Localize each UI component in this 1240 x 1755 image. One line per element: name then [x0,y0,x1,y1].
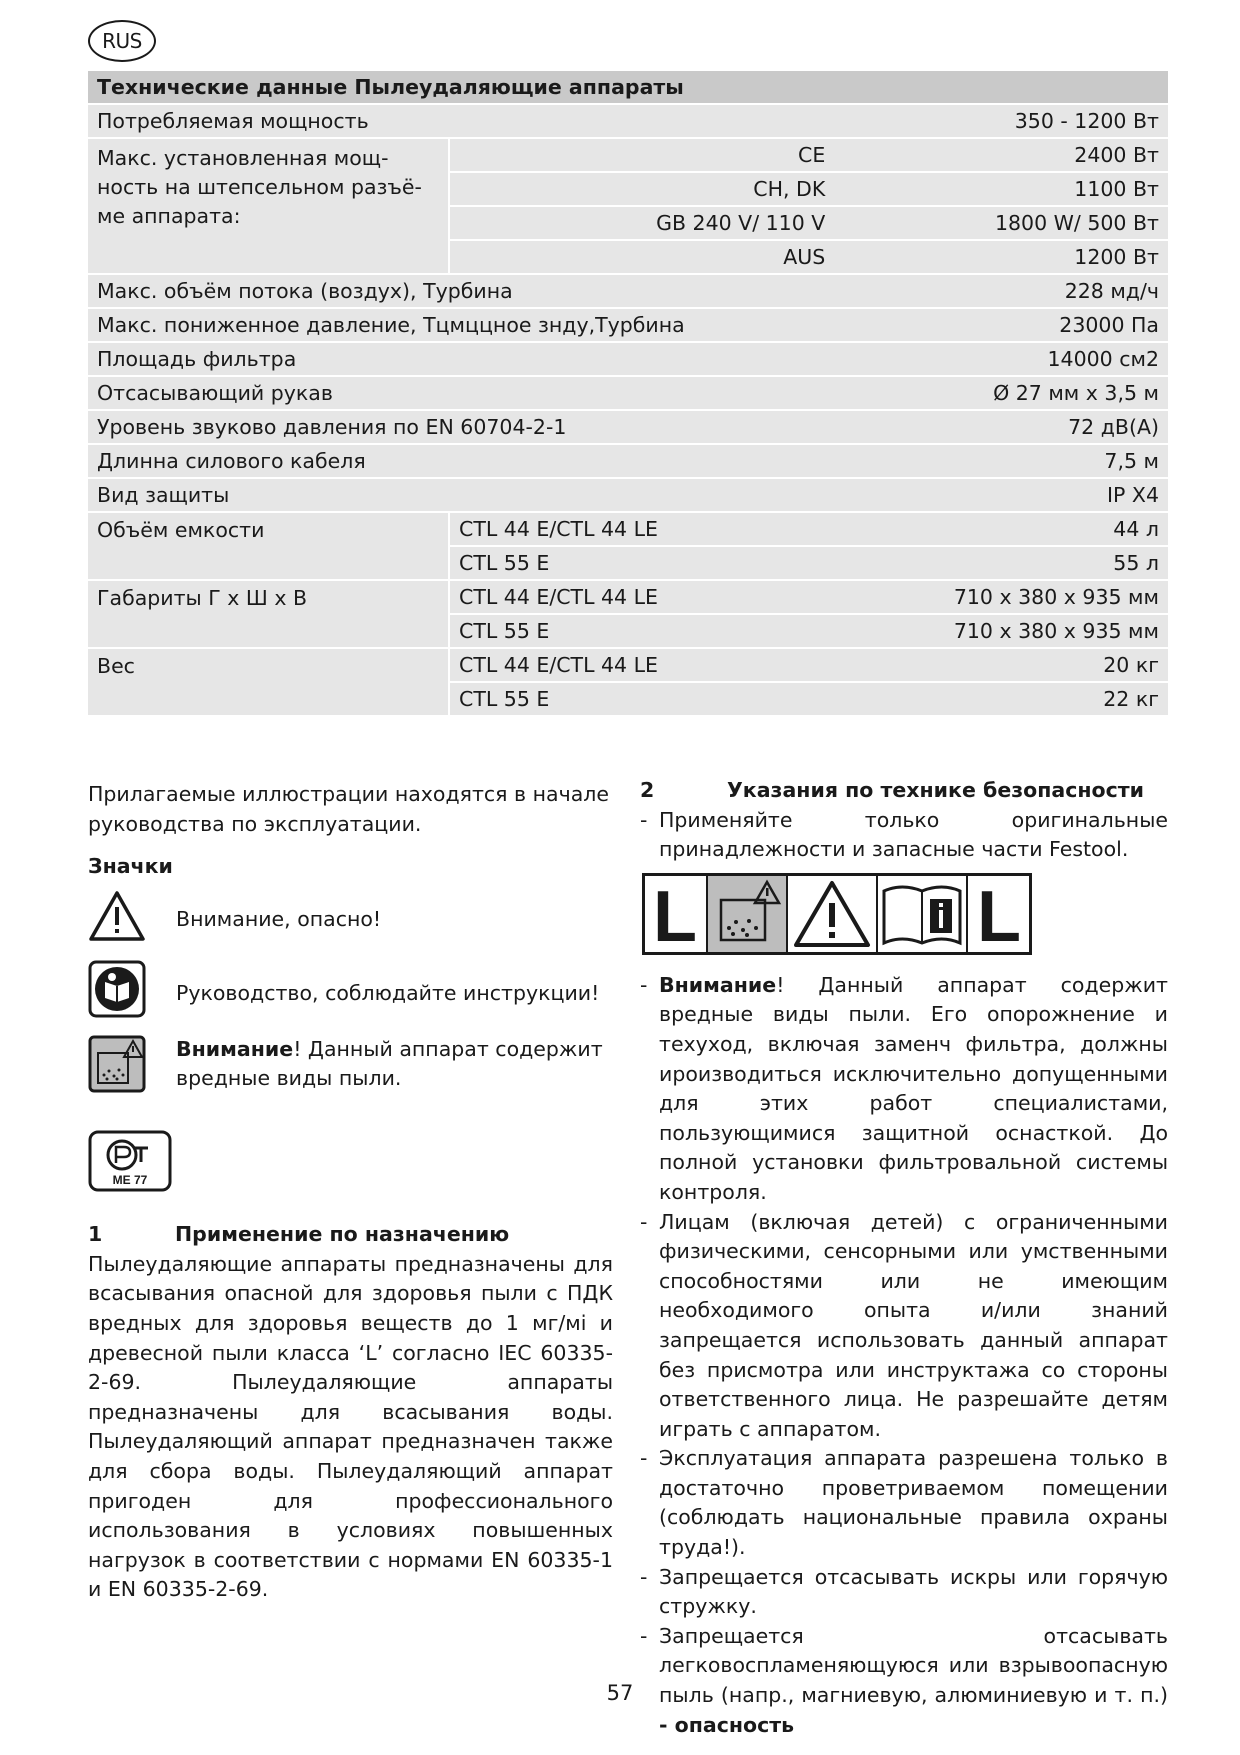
spec-value: 1800 W/ 500 Вт [825,207,1168,241]
bullet-text: Применяйте только оригинальные принадлежности и запасные части Festool. [659,807,1168,862]
table-row [88,513,1168,547]
manual-book-icon [88,960,146,1027]
bullet-dash: - [640,807,648,832]
symbols-heading: Значки [88,854,173,879]
spec-value: 710 x 380 x 935 мм [825,581,1168,615]
bullet-dash: - [640,972,648,997]
section-body: Пылеудаляющие аппараты предназначены для всасывания опасной для здоровья пыли с ПДК вредных для здоровья веществ до 1 мг/мі и древесной пыли класса ‘L’ согласно IEC 60335-2-69. Пылеудаляющие аппараты предназначены для всасывания воды. Пылеудаляющий аппарат предназначен также для сбора воды. Пылеудаляющий аппарат пригоден для профессионального использования в условиях повышенных нагрузок в соответствии с нормами EN 60335-1 и EN 60335-2-69. [88,1251,613,1602]
bullet-dash: - [640,1564,648,1589]
table-row [88,649,1168,683]
list-item [640,1208,1168,1445]
info-manual-icon [878,876,968,952]
table-row [88,411,1168,445]
model-cell: CTL 55 E [448,547,825,581]
symbol-text: Внимание, опасно! [176,907,382,932]
bullet-text: Запрещается отсасывать искры или горячую стружку. [659,1564,1168,1619]
bullet-bold: Внимание [659,972,777,997]
dust-warning-text [176,1035,613,1093]
class-letter: L [653,878,698,949]
symbol-text: Руководство, соблюдайте инструкции! [176,980,600,1005]
spec-label: Длинна силового кабеля [88,445,825,479]
spec-value: 350 - 1200 Вт [825,105,1168,139]
dust-warning-rest: ! Данный аппарат содержит вредные виды пыли. [176,1036,603,1090]
bullet-dash: - [640,1623,648,1648]
spec-label: Потребляемая мощность [88,105,825,139]
language-badge: RUS [88,20,156,62]
spec-value: 14000 см2 [825,343,1168,377]
table-title: Технические данные Пылеудаляющие аппараты [88,71,1168,105]
table-row [88,139,1168,173]
bullet-dash: - [640,1446,648,1471]
spec-label: Макс. установленная мощ-ность на штепсельном разъё-ме аппарата: [88,139,448,275]
symbol-row [88,1035,613,1102]
hazardous-dust-icon [88,1035,146,1102]
section-title: Указания по технике безопасности [727,778,1145,802]
spec-value: 22 кг [825,683,1168,717]
spec-label: Габариты Г x Ш x В [88,581,448,649]
spec-value: 7,5 м [825,445,1168,479]
warning-triangle-icon [88,890,146,951]
bullet-rest: ! Данный аппарат содержит вредные виды пыли. Его опорожнение и техуход, включая заменч фильтра, должны ироизводиться исключительно допущенными для этих работ специалистами, пользующимися защитной оснасткой. До полной установки фильтровальной системы контроля. [659,972,1168,1204]
dust-class-l-icon [968,876,1029,952]
symbol-row [88,890,613,951]
spec-value: 1100 Вт [825,173,1168,207]
model-cell: CTL 55 E [448,683,825,717]
intro-text: Прилагаемые иллюстрации находятся в начале руководства по эксплуатации. [88,782,609,836]
safety-pictograms [642,873,1032,955]
model-cell: CTL 44 E/CTL 44 LE [448,649,825,683]
pct-certification-icon [88,1130,172,1192]
spec-value: 72 дВ(А) [825,411,1168,445]
spec-value: 228 мд/ч [825,275,1168,309]
spec-value: 55 л [825,547,1168,581]
spec-label: Площадь фильтра [88,343,825,377]
spec-label: Уровень звуково давления по EN 60704-2-1 [88,411,825,445]
spec-value: 20 кг [825,649,1168,683]
section-heading [640,776,1168,806]
list-item [640,806,1168,865]
model-cell: CTL 55 E [448,615,825,649]
spec-value: 2400 Вт [825,139,1168,173]
class-letter: L [976,878,1021,949]
dust-warning-bold: Внимание [176,1036,294,1061]
certification-mark [88,1130,613,1201]
table-row [88,105,1168,139]
bullet-dash: - [640,1209,648,1234]
spec-label: Макс. пониженное давление, Тцмццное знду,Турбина [88,309,825,343]
region-cell: CE [448,139,825,173]
spec-value: Ø 27 мм x 3,5 м [825,377,1168,411]
spec-table [88,71,1168,717]
section-heading [88,1220,613,1250]
spec-label: Отсасывающий рукав [88,377,825,411]
bullet-bold: - опасность [659,1712,795,1737]
section-title: Применение по назначению [175,1222,510,1247]
region-cell: GB 240 V/ 110 V [448,207,825,241]
warning-triangle-icon [788,876,878,952]
right-column [640,776,1168,1740]
section-number: 1 [88,1222,103,1247]
page-number: 57 [606,1681,634,1705]
bullet-text: Лицам (включая детей) с ограниченными физическими, сенсорными или умственными способностями или не имеющим необходимого опыта и/или знаний запрещается использовать данный аппарат без присмотра или инструктажа со стороны ответственного лица. Не разрешайте детям играть с аппаратом. [659,1209,1168,1441]
certification-label: ME 77 [112,1172,148,1187]
table-row [88,377,1168,411]
table-row [88,445,1168,479]
dust-class-l-icon [645,876,708,952]
section-number: 2 [640,778,655,802]
spec-value: 1200 Вт [825,241,1168,275]
bullet-text [659,971,1168,1208]
list-item [640,971,1168,1208]
table-row [88,479,1168,513]
spec-label: Вид защиты [88,479,825,513]
bullet-text: Эксплуатация аппарата разрешена только в достаточно проветриваемом помещении (соблюдать национальные правила охраны труда!). [659,1446,1168,1560]
list-item [640,1444,1168,1562]
left-column [88,780,613,1605]
table-row [88,275,1168,309]
model-cell: CTL 44 E/CTL 44 LE [448,581,825,615]
table-row [88,581,1168,615]
list-item [640,1563,1168,1622]
spec-label: Вес [88,649,448,717]
model-cell: CTL 44 E/CTL 44 LE [448,513,825,547]
table-row [88,343,1168,377]
spec-label: Объём емкости [88,513,448,581]
hazardous-dust-icon [708,876,788,952]
spec-value: 710 x 380 x 935 мм [825,615,1168,649]
table-header-row [88,71,1168,105]
spec-value: IP X4 [825,479,1168,513]
symbol-row [88,960,613,1027]
region-cell: AUS [448,241,825,275]
spec-label: Макс. объём потока (воздух), Турбина [88,275,825,309]
spec-value: 44 л [825,513,1168,547]
table-row [88,309,1168,343]
spec-value: 23000 Па [825,309,1168,343]
bullet-rest: Запрещается отсасывать легковоспламеняющуюся или взрывоопасную пыль (напр., магниевую, алюминиевую и т. п.) [659,1623,1168,1708]
region-cell: CH, DK [448,173,825,207]
